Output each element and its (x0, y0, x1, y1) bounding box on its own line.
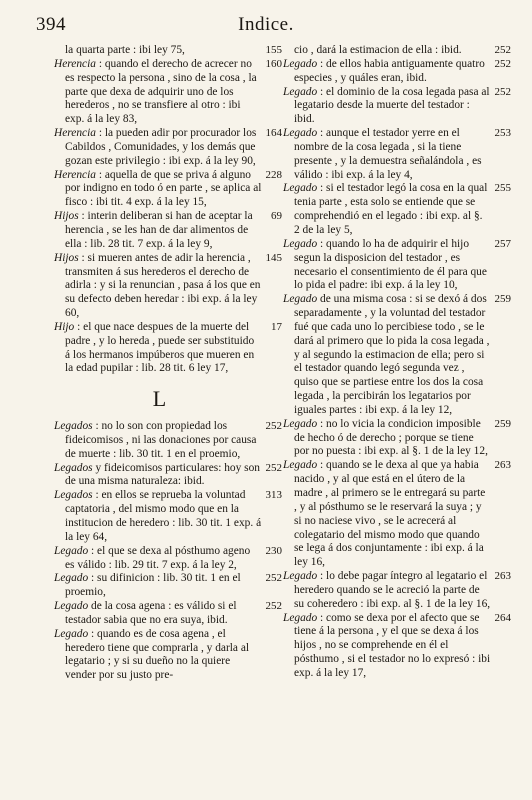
right-column (283, 44, 511, 681)
index-entry (54, 572, 282, 600)
entry-page-ref: 252 (265, 572, 282, 585)
entry-text: : quando es de cosa agena , el heredero tiene que comprarla , y darla al legatario ; y si su dueño no la quiere vender por su justo pre- (65, 627, 250, 682)
entry-text: : de ellos habia antiguamente quatro especies , y quáles eran, ibid. (294, 57, 485, 84)
section-letter: L (152, 386, 168, 412)
entry-text: : quando lo ha de adquirir el hijo segun la disposicion del testador , es necesario el consentimiento de él para que lo pida el padre: ibi exp. á la ley 10, (294, 237, 487, 292)
entry-page-ref: 145 (265, 251, 282, 264)
entry-page-ref: 255 (494, 182, 511, 195)
entry-text: : el que se dexa al pósthumo ageno es válido : lib. 29 tit. 7 exp. á la ley 2, (65, 544, 251, 571)
index-entry (283, 85, 511, 128)
entry-term: Legado (283, 85, 318, 98)
entry-text: de la cosa agena : es válido si el testador sabia que no era suya, ibid. (65, 600, 237, 626)
entry-text: : si mueren antes de adir la herencia , transmiten á sus herederos el derecho de adirla : y si la renuncian , pasa á los que en su defecto deben heredar : ibi exp. á la ley 60, (65, 251, 261, 320)
entry-text: : como se dexa por el afecto que se tiene á la persona , y el que se dexa á los hijos , no se comprehende en él el pósthumo , si el testador no lo expresó : ibi exp. á la ley 17, (294, 611, 491, 679)
entry-text: y fideicomisos particulares: hoy son de una misma naturaleza: ibid. (65, 461, 260, 488)
entry-text: : en ellos se reprueba la voluntad captatoria , del mismo modo que en la institucion de heredero : lib. 30 tit. 1 exp. á la ley 64, (65, 489, 262, 543)
entry-text: : si el testador legó la cosa en la qual tenia parte , esta solo se entiende que se comprehendió en el legado : ibi exp. al §. 2 de la ley 5, (294, 182, 488, 236)
entry-term: Legado (283, 570, 318, 583)
entry-term: Legado (54, 600, 89, 613)
index-entry (54, 628, 266, 683)
entry-term: Legado (283, 237, 318, 250)
entry-text: : su difinicion : lib. 30 tit. 1 en el proemio, (65, 572, 241, 599)
entry-page-ref: 252 (265, 461, 282, 474)
entry-term: Legados (54, 420, 93, 433)
index-entry (54, 210, 282, 252)
entry-term: Legado (283, 459, 318, 472)
entry-term: Hijos (54, 251, 79, 264)
entry-page-ref: 253 (494, 127, 511, 140)
entry-term: Legado (283, 57, 318, 70)
entry-text: : no lo son con propiedad los fideicomisos , ni las donaciones por causa de muerte : lib. 30 tit. 1 en el proemio, (65, 420, 257, 460)
entry-page-ref: 252 (494, 85, 511, 98)
index-entry (283, 570, 511, 612)
entry-page-ref: 264 (494, 611, 511, 624)
entry-term: Legado (283, 611, 318, 624)
index-entry (54, 544, 282, 573)
entry-term: Legado (283, 293, 318, 306)
index-entry (54, 320, 282, 376)
entry-page-ref: 252 (265, 420, 282, 433)
entry-term: Legado (283, 417, 318, 430)
entry-text: cio , dará la estimacion de ella : ibid. (294, 44, 462, 56)
entry-page-ref: 259 (494, 417, 511, 430)
index-entry (54, 44, 282, 58)
entry-page-ref: 252 (265, 600, 282, 613)
entry-page-ref: 155 (265, 44, 282, 56)
index-entry (54, 420, 282, 462)
entry-page-ref: 263 (494, 570, 511, 583)
entry-page-ref: 259 (494, 293, 511, 306)
entry-page-ref: 69 (271, 210, 282, 223)
entry-term: Herencia (54, 57, 96, 70)
index-entry (54, 57, 282, 127)
index-entry (283, 293, 511, 418)
entry-term: Legado (283, 182, 318, 195)
entry-page-ref: 252 (494, 44, 511, 56)
entry-term: Legado (283, 127, 318, 140)
index-entry (283, 182, 511, 237)
entry-term: Legados (54, 489, 93, 502)
entry-page-ref: 164 (265, 127, 282, 140)
entry-page-ref: 313 (265, 489, 282, 502)
entry-text: : la pueden adir por procurador los Cabildos , Comunidades, y los demás que gozan este privilegio : ibi exp. á la ley 90, (65, 127, 257, 167)
entry-text: : quando se le dexa al que ya habia nacido , y al que está en el útero de la madre , al primero se le entregará su parte , y al pósthumo se le reservará la suya ; y si no naciese vivo , se le acrecerá al colegatario del mismo modo que quando se lega á dos conjuntamente : ibi exp. á la ley 16, (294, 459, 486, 569)
entry-text: : el que nace despues de la muerte del padre , y lo hereda , puede ser substituido á los hermanos impúberos que mueren en la edad pupilar : lib. 28 tit. 6 ley 17, (65, 320, 255, 375)
index-entry (54, 251, 282, 321)
entry-text: : el dominio de la cosa legada pasa al legatario desde la muerte del testador : ibid. (294, 85, 490, 126)
entry-page-ref: 257 (494, 237, 511, 250)
index-entry (283, 611, 511, 681)
index-entry (54, 168, 282, 211)
entry-page-ref: 230 (265, 544, 282, 557)
entry-text: : aquella de que se priva á alguno por indigno en todo ó en parte , se aplica al fisco : ibi tit. 4 exp. á la ley 15, (65, 168, 262, 209)
index-entry (283, 459, 511, 570)
index-entry (54, 489, 282, 544)
index-entry (283, 44, 511, 58)
entry-term: Herencia (54, 127, 96, 140)
entry-term: Legados (54, 461, 93, 474)
entry-text: : lo debe pagar íntegro al legatario el heredero quando se le acreció la parte de su coheredero : ibi exp. al §. 1 de la ley 16, (294, 570, 491, 610)
entry-text: : no lo vicia la condicion imposible de hecho ó de derecho ; porque se tiene por no puesta : ibi exp. al §. 1 de la ley 12, (294, 417, 488, 458)
index-entry (54, 461, 282, 490)
index-entry (54, 127, 282, 169)
entry-text: : interin deliberan si han de aceptar la herencia , se les han de dar alimentos de ella : lib. 28 tit. 7 exp. á la ley 9, (65, 210, 253, 250)
index-entry (283, 57, 511, 86)
entry-page-ref: 228 (265, 168, 282, 181)
entry-text: : aunque el testador yerre en el nombre de la cosa legada , si la tiene presente , y la demuestra señalándola , es válido : ibi exp. á la ley 4, (294, 127, 482, 181)
entry-text: de una misma cosa : si se dexó á dos separadamente , y la voluntad del testador fué que cada uno lo percibiese todo , se le dará al primero que lo pida la cosa legada , y al segundo la estimacion de ella; pero si el testador quando legó segunda vez , quiso que se partiese entre los dos la cosa legada , la percibirán los legatarios por iguales partes : ibi exp. á la ley 12, (294, 293, 490, 416)
entry-page-ref: 160 (265, 57, 282, 70)
entry-text: la quarta parte : ibi ley 75, (65, 44, 185, 56)
entry-term: Hijo (54, 320, 75, 333)
page-number: 394 (36, 14, 66, 35)
entry-page-ref: 252 (494, 57, 511, 70)
entry-term: Legado (54, 627, 89, 640)
entry-page-ref: 17 (271, 320, 282, 333)
left-column (54, 44, 282, 683)
entry-term: Legado (54, 544, 89, 557)
index-entry (54, 600, 282, 628)
entry-term: Legado (54, 572, 89, 585)
index-entry (283, 417, 511, 460)
entry-page-ref: 263 (494, 459, 511, 472)
index-entry (283, 127, 511, 182)
entry-text: : quando el derecho de acrecer no es respecto la persona , sino de la cosa , la parte que dexa de adquirir uno de los herederos , no se transfiere al otro : ibi exp. á la ley 83, (65, 57, 257, 126)
index-entry (283, 237, 511, 293)
entry-term: Herencia (54, 168, 96, 181)
entry-term: Hijos (54, 210, 79, 223)
running-head-title: Indice. (238, 14, 294, 35)
